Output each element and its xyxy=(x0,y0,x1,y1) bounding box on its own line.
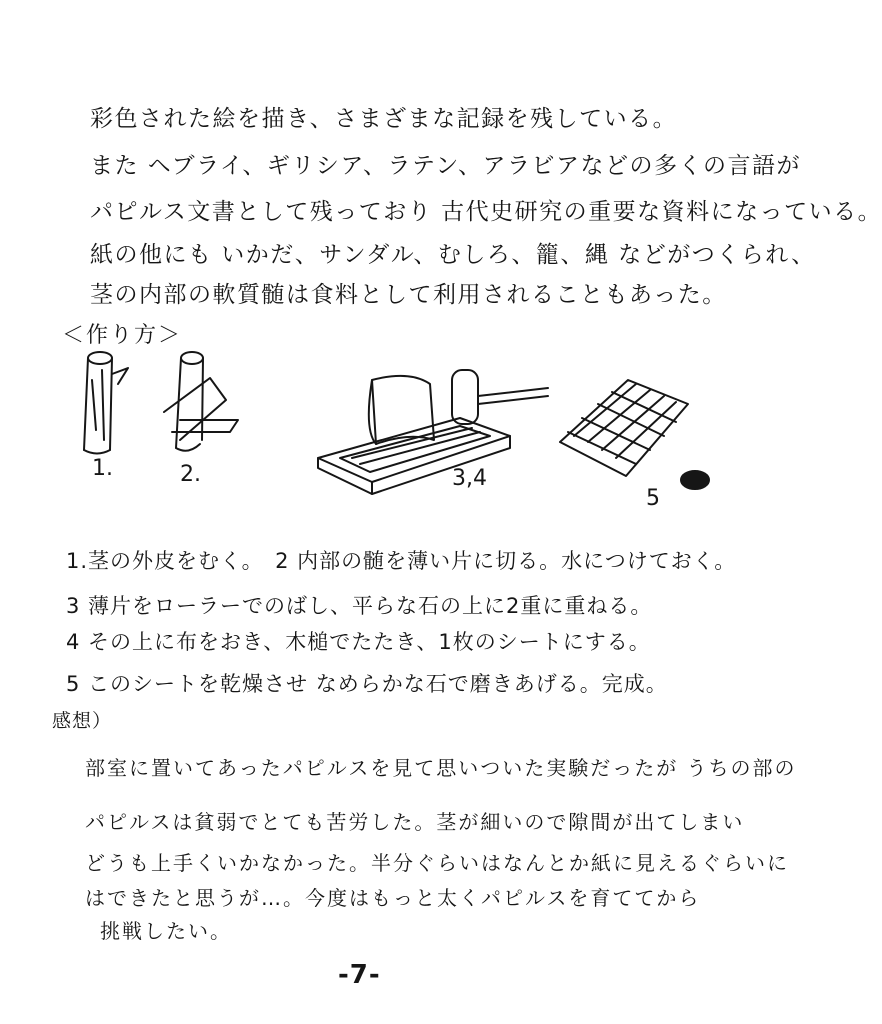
figure-label: 2. xyxy=(180,462,201,487)
page-number: -7- xyxy=(338,960,381,990)
intro-line: 彩色された絵を描き、さまざまな記録を残している。 xyxy=(90,106,678,132)
impressions-heading: 感想） xyxy=(52,710,113,732)
papyrus-sheet-drawing xyxy=(560,380,688,476)
impressions-line: どうも上手くいかなかった。半分ぐらいはなんとか紙に見えるぐらいに xyxy=(85,851,789,875)
step-line: 5 このシートを乾燥させ なめらかな石で磨きあげる。完成。 xyxy=(66,672,668,696)
step-line: 3 薄片をローラーでのばし、平らな石の上に2重に重ねる。 xyxy=(66,594,653,618)
intro-line: また ヘブライ、ギリシア、ラテン、アラビアなどの多くの言語が xyxy=(90,153,802,179)
step-line: 4 その上に布をおき、木槌でたたき、1枚のシートにする。 xyxy=(66,630,651,654)
impressions-line: 部室に置いてあったパピルスを見て思いついた実験だったが うちの部の xyxy=(85,756,797,780)
figure-label: 1. xyxy=(92,456,113,481)
sliced-stalk-drawing xyxy=(164,352,238,451)
roller-board-mallet-drawing xyxy=(318,370,548,494)
step-line: 1.茎の外皮をむく。 2 内部の髄を薄い片に切る。水につけておく。 xyxy=(66,549,737,573)
figure-label: 3,4 xyxy=(452,466,487,491)
intro-line: 紙の他にも いかだ、サンダル、むしろ、籠、縄 などがつくられ、 xyxy=(90,242,816,268)
impressions-line: 挑戦したい。 xyxy=(100,919,232,943)
impressions-line: はできたと思うが…。今度はもっと太くパピルスを育ててから xyxy=(85,886,701,910)
impressions-line: パピルスは貧弱でとても苦労した。茎が細いので隙間が出てしまい xyxy=(85,810,745,834)
intro-line: 茎の内部の軟質髄は食料として利用されることもあった。 xyxy=(90,282,727,308)
intro-line: パピルス文書として残っており 古代史研究の重要な資料になっている。 xyxy=(90,199,882,225)
papyrus-process-illustration xyxy=(60,340,720,520)
polishing-stone-drawing xyxy=(681,471,709,489)
figure-label: 5 xyxy=(646,486,660,511)
peeled-stalk-drawing xyxy=(84,352,128,454)
method-heading: ＜作り方＞ xyxy=(62,323,183,348)
